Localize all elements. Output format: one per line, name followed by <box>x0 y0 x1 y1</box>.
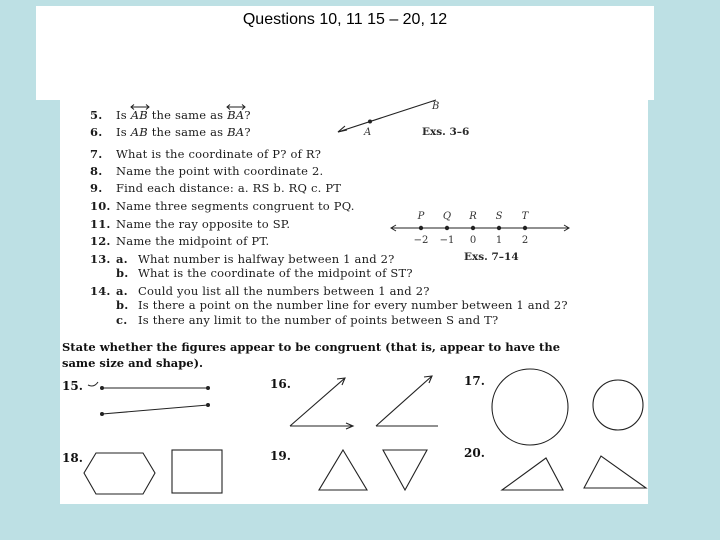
segment-endpoint <box>206 403 210 407</box>
point-label-r: R <box>469 211 477 222</box>
instruction-line-2: same size and shape). <box>62 356 204 370</box>
point-a-dot <box>368 120 372 124</box>
segment-2 <box>102 405 208 414</box>
number-line-point-s <box>497 226 501 230</box>
question-14c <box>90 313 498 327</box>
coordinate-label: 1 <box>495 235 503 246</box>
question-text: Could you list all the numbers between 1 and 2? <box>138 284 430 298</box>
point-label-s: S <box>495 211 503 222</box>
question-14a <box>90 284 430 298</box>
question-text: What number is halfway between 1 and 2? <box>138 252 395 266</box>
point-b-label: B <box>432 101 440 112</box>
q6-text-2: the same as <box>147 125 228 139</box>
point-label-q: Q <box>442 211 452 222</box>
figure-number-15: 15. <box>62 379 83 393</box>
point-a-label: A <box>364 127 372 138</box>
question-text: Name three segments congruent to PQ. <box>116 199 355 213</box>
question-number: 9. <box>90 181 103 195</box>
question-number: 12. <box>90 234 111 248</box>
triangle-right <box>584 456 646 488</box>
question-9 <box>90 181 341 195</box>
question-14b <box>90 298 568 312</box>
sub-letter: b. <box>116 298 129 312</box>
large-circle <box>492 369 568 445</box>
exercise-label: Exs. 3–6 <box>422 126 470 138</box>
angle-2-ray <box>376 376 432 426</box>
point-label-p: P <box>417 211 425 222</box>
worksheet-scan <box>60 98 648 504</box>
question-text: Is there any limit to the number of points between S and T? <box>138 313 499 327</box>
question-8 <box>90 164 323 178</box>
figure-20-triangles <box>502 456 646 490</box>
question-number: 5. <box>90 108 103 122</box>
sub-letter: b. <box>116 266 129 280</box>
congruence-figures <box>60 368 648 504</box>
question-number: 6. <box>90 125 103 139</box>
q6-qmark: ? <box>244 125 251 139</box>
number-line-point-r <box>471 226 475 230</box>
slide-title: Questions 10, 11 15 – 20, 12 <box>242 11 448 28</box>
question-text: Name the ray opposite to SP. <box>116 217 291 231</box>
coordinate-label: 2 <box>521 235 529 246</box>
question-number: 8. <box>90 164 103 178</box>
sub-letter: c. <box>116 313 128 327</box>
number-line-point-q <box>445 226 449 230</box>
exercise-label: Exs. 7–14 <box>464 251 519 263</box>
question-text: Is there a point on the number line for every number between 1 and 2? <box>138 298 568 312</box>
figure-16-angles <box>290 376 438 429</box>
q5-ba: BA <box>227 108 245 122</box>
coordinate-label: −1 <box>439 235 455 246</box>
double-arrow-icon <box>130 104 150 110</box>
angle-1-ray <box>290 378 345 426</box>
q6-ba: BA <box>227 125 245 139</box>
triangle-left <box>502 458 563 490</box>
figure-17-circles <box>492 369 643 445</box>
question-10 <box>90 199 355 213</box>
question-number: 11. <box>90 217 111 231</box>
question-text: Find each distance: a. RS b. RQ c. PT <box>116 181 342 195</box>
figure-18-polygons <box>84 450 222 494</box>
question-text: What is the coordinate of P? of R? <box>116 147 322 161</box>
question-13b <box>90 266 413 280</box>
question-number: 13. <box>90 252 111 266</box>
figure-number-17: 17. <box>464 374 485 388</box>
square <box>172 450 222 493</box>
figure-number-19: 19. <box>270 449 291 463</box>
ray-ab <box>131 108 148 122</box>
q6-ab: AB <box>130 125 148 139</box>
small-circle <box>593 380 643 430</box>
double-arrow-icon <box>226 104 246 110</box>
question-6 <box>90 125 251 139</box>
q5-ab: AB <box>130 108 148 122</box>
question-number: 7. <box>90 147 103 161</box>
q5-text-2: the same as <box>147 108 228 122</box>
coordinate-label: −2 <box>413 235 429 246</box>
question-13a <box>90 252 395 266</box>
q5-qmark: ? <box>244 108 251 122</box>
figure-number-20: 20. <box>464 446 485 460</box>
question-text: What is the coordinate of the midpoint of ST? <box>138 266 413 280</box>
point-label-t: T <box>521 211 529 222</box>
sub-letter: a. <box>116 284 128 298</box>
number-line-point-p <box>419 226 423 230</box>
segment-endpoint <box>206 386 210 390</box>
figure-15-segments <box>88 382 210 416</box>
segment-endpoint <box>100 412 104 416</box>
figure-number-18: 18. <box>62 451 83 465</box>
coordinate-label: 0 <box>469 235 477 246</box>
question-12 <box>90 234 269 248</box>
question-number: 10. <box>90 199 111 213</box>
instruction-line-1: State whether the figures appear to be congruent (that is, appear to have the <box>62 340 561 354</box>
title-box <box>36 6 654 100</box>
ray-ba <box>227 108 244 122</box>
figure-number-16: 16. <box>270 377 291 391</box>
question-text: Name the point with coordinate 2. <box>116 164 324 178</box>
triangle-up <box>319 450 367 490</box>
q6-text-1: Is <box>116 125 131 139</box>
question-text: Name the midpoint of PT. <box>116 234 270 248</box>
question-7 <box>90 147 321 161</box>
figure-19-triangles <box>319 450 427 490</box>
segment-endpoint <box>100 386 104 390</box>
sub-letter: a. <box>116 252 128 266</box>
question-5 <box>90 108 251 122</box>
triangle-down <box>383 450 427 490</box>
number-line-point-t <box>523 226 527 230</box>
number-line <box>385 208 575 248</box>
question-number: 14. <box>90 284 111 298</box>
q5-text-1: Is <box>116 108 131 122</box>
question-11 <box>90 217 290 231</box>
figure-15-mark <box>88 382 98 386</box>
hexagon <box>84 453 155 494</box>
